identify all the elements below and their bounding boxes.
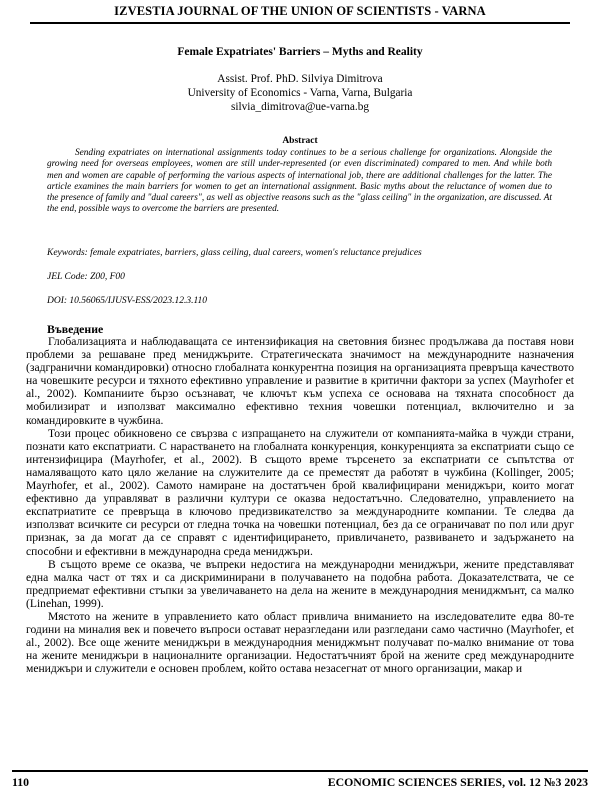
doi-line: DOI: 10.56065/IJUSV-ESS/2023.12.3.110 [47, 296, 207, 306]
abstract-heading: Abstract [282, 136, 318, 146]
author-block [40, 72, 560, 114]
body-paragraph: В същото време се оказва, че въпреки недостига на международни мениджъри, жените представляват една малка част от тях и са дискриминирани в получаването на подобна работа. Доказателствата, че се предприемат ефективни стъпки за увеличаването на дела на жените в международния мениджмънт, са малко (Linehan, 1999). [26, 557, 574, 610]
keywords-line: Keywords: female expatriates, barriers, glass ceiling, dual careers, women's reluctance prejudices [47, 248, 422, 258]
article-title: Female Expatriates' Barriers – Myths and Reality [177, 46, 423, 58]
page-number: 110 [12, 775, 30, 789]
body-text [26, 335, 574, 675]
author-name: Assist. Prof. PhD. Silviya Dimitrova [217, 73, 383, 85]
author-affiliation: University of Economics - Varna, Varna, Bulgaria [187, 87, 413, 99]
journal-header: IZVESTIA JOURNAL OF THE UNION OF SCIENTISTS - VARNA [30, 4, 570, 24]
jel-code-line: JEL Code: Z00, F00 [47, 272, 125, 282]
author-email: silvia_dimitrova@ue-varna.bg [230, 101, 370, 113]
series-info: ECONOMIC SCIENCES SERIES, vol. 12 №3 2023 [327, 775, 588, 789]
body-paragraph: Глобализацията и наблюдаващата се интензификация на световния бизнес продължава да поставя нови проблеми за решаване пред мениджърите. Стратегическата значимост на международните назначения (задгранични командировки) относно глобалната конкурентна позиция на организацията превръща качеството на човешките ресурси и тяхното ефективно управление и развитие в критични фактори за успех (Mayrhofer et al., 2002). Компаниите бързо осъзнават, че ключът към успеха се основава на тяхната способност да мобилизират и използват максимално ефективно техния човешки потенциал, включително и за командировките в чужбина. [26, 335, 574, 427]
body-paragraph: Мястото на жените в управлението като област привлича вниманието на изследователите едва 80-те години на миналия век и повечето въпроси остават неразгледани или разгледани само частично (Mayrhofer, et al., 2002). Все още жените мениджъри в международния мениджмънт получават по-малко внимание от това на жените мениджъри в националните организации. Недостатъчният брой на жените сред международните мениджъри и служители е основен проблем, който остава незасегнат от много организации, макар и [26, 609, 574, 676]
abstract-text: Sending expatriates on international assignments today continues to be a serious challenge for organizations. Alongside the growing need for overseas employees, women are still under-represented (or even discriminated) compared to men. And while both men and women are capable of performing the various aspects of international job, there are additional challenges for the latter. The article examines the main barriers for women to get an international assignment. Basic myths about the reluctance of women due to the presence of family and "dual careers", as well as objective reasons such as the "glass ceiling" in the organization, are discussed. At the end, possible ways to overcome the barriers are presented. [47, 148, 552, 215]
body-paragraph: Този процес обикновено се свързва с изпращането на служители от компанията-майка в чужди страни, познати като експатриати. С нарастването на глобалната конкуренция, конкуренцията за експатриати също се интензифицира (Mayrhofer, et al., 2002). В същото време търсенето за експатриати се съпътства от намаляващото като цяло желание на служителите да се преместят да работят в чужбина (Kollinger, 2005; Mayrhofer, et al., 2002). Самото намиране на достатъчен брой квалифицирани мениджъри, които могат ефективно да управляват в различни култури се оказва недостатъчно. Следователно, управлението на експатриатите се превръща в ключово предизвикателство за международните компании. Те следва да използват всичките си ресурси от гледна точка на човешки потенциал, без да се ограничават по пол или друг признак, за да могат да се справят с идентифицирането, привличането, развиването и задържането на способни и ефективни в международна среда мениджъри. [26, 426, 574, 558]
section-heading-introduction: Въведение [47, 322, 104, 336]
page-footer [12, 770, 588, 790]
